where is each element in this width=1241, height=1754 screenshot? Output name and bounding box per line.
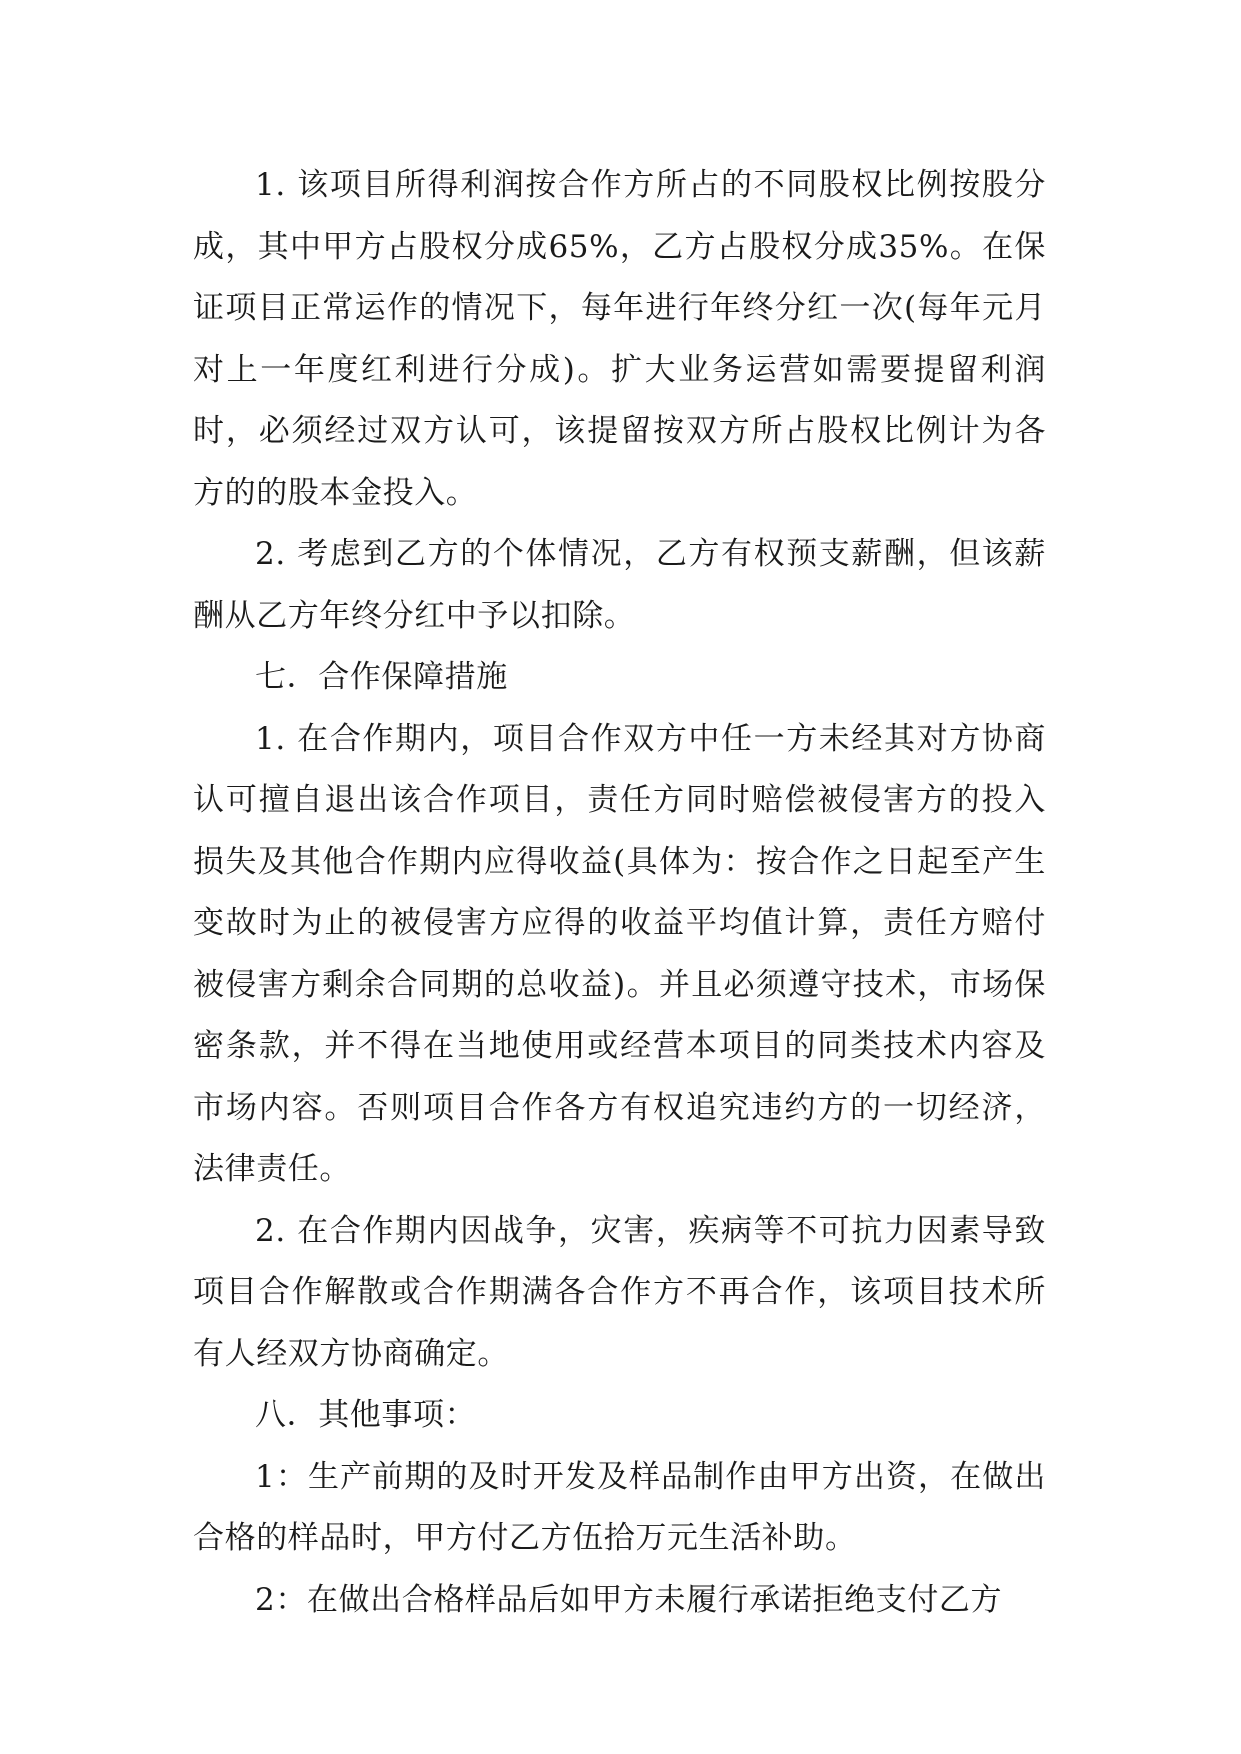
paragraph-profit-distribution: 1. 该项目所得利润按合作方所占的不同股权比例按股分成，其中甲方占股权分成65%，乙方占股权分成35%。在保证项目正常运作的情况下，每年进行年终分红一次(每年元月对上一年度红利进行分成)。扩大业务运营如需要提留利润时，必须经过双方认可，该提留按双方所占股权比例计为各方的的股本金投入。: [193, 167, 1046, 511]
paragraph-payment-refusal: 2：在做出合格样品后如甲方未履行承诺拒绝支付乙方: [255, 1581, 1003, 1618]
section-heading-other-matters: 八．其他事项：: [255, 1397, 477, 1433]
paragraph-withdrawal-penalty: 1. 在合作期内，项目合作双方中任一方未经其对方协商认可擅自退出该合作项目，责任方同时赔偿被侵害方的投入损失及其他合作期内应得收益(具体为：按合作之日起至产生变故时为止的被侵害方应得的收益平均值计算，责任方赔付被侵害方剩余合同期的总收益)。并且必须遵守技术，市场保密条款，并不得在当地使用或经营本项目的同类技术内容及市场内容。否则项目合作各方有权追究违约方的一切经济，法律责任。: [193, 720, 1046, 1187]
paragraph-force-majeure: 2. 在合作期内因战争，灾害，疾病等不可抗力因素导致项目合作解散或合作期满各合作方不再合作，该项目技术所有人经双方协商确定。: [193, 1212, 1046, 1372]
paragraph-sample-funding: 1：生产前期的及时开发及样品制作由甲方出资，在做出合格的样品时，甲方付乙方伍拾万元生活补助。: [193, 1458, 1046, 1556]
document-body: [193, 155, 1046, 1631]
section-heading-guarantee-measures: 七．合作保障措施: [255, 659, 508, 695]
paragraph-salary-advance: 2. 考虑到乙方的个体情况，乙方有权预支薪酬，但该薪酬从乙方年终分红中予以扣除。: [193, 536, 1046, 634]
